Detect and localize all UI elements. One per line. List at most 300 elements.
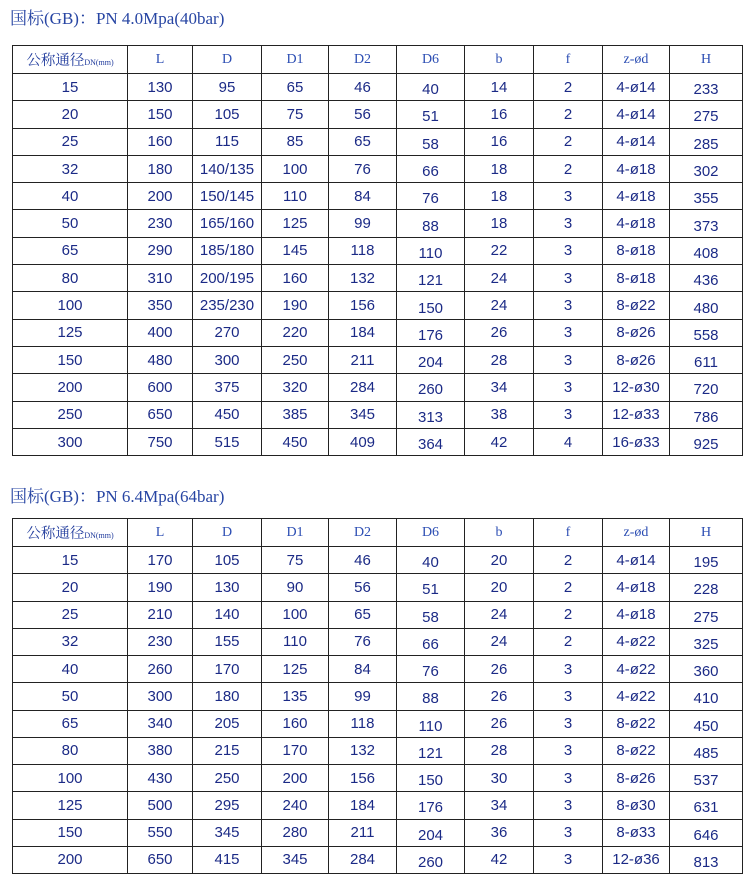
- cell-dn: 200: [13, 374, 128, 401]
- cell-f: 3: [534, 210, 603, 237]
- cell-d: 235/230: [193, 292, 262, 319]
- header-b: b: [465, 519, 534, 547]
- cell-b: 24: [465, 265, 534, 292]
- cell-h: 195: [670, 547, 743, 574]
- cell-d2: 184: [329, 792, 397, 819]
- header-d1: D1: [262, 46, 329, 74]
- cell-d6: 121: [397, 737, 465, 764]
- header-dn-label: 公称通径: [26, 526, 85, 542]
- table-row: [13, 792, 743, 819]
- cell-f: 2: [534, 547, 603, 574]
- cell-d: 115: [193, 128, 262, 155]
- table-row: [13, 737, 743, 764]
- table-row: [13, 319, 743, 346]
- table-row: [13, 237, 743, 264]
- cell-d: 200/195: [193, 265, 262, 292]
- cell-h: 485: [670, 737, 743, 764]
- cell-l: 300: [128, 683, 193, 710]
- header-dn-unit: DN(mm): [84, 58, 114, 67]
- cell-l: 290: [128, 237, 193, 264]
- cell-d6: 88: [397, 683, 465, 710]
- cell-d6: 176: [397, 792, 465, 819]
- cell-d6: 40: [397, 547, 465, 574]
- cell-d1: 85: [262, 128, 329, 155]
- cell-h: 480: [670, 292, 743, 319]
- cell-l: 550: [128, 819, 193, 846]
- table-row: [13, 292, 743, 319]
- cell-dn: 125: [13, 319, 128, 346]
- cell-d: 150/145: [193, 183, 262, 210]
- cell-f: 3: [534, 656, 603, 683]
- cell-l: 160: [128, 128, 193, 155]
- cell-l: 210: [128, 601, 193, 628]
- cell-h: 355: [670, 183, 743, 210]
- cell-d6: 150: [397, 292, 465, 319]
- cell-bolt-holes: 8-ø18: [603, 237, 670, 264]
- cell-bolt-holes: 4-ø22: [603, 683, 670, 710]
- cell-bolt-holes: 4-ø14: [603, 547, 670, 574]
- cell-dn: 150: [13, 819, 128, 846]
- cell-d6: 260: [397, 374, 465, 401]
- table-row: [13, 656, 743, 683]
- header-d: D: [193, 46, 262, 74]
- cell-b: 14: [465, 74, 534, 101]
- table-row: [13, 374, 743, 401]
- cell-dn: 65: [13, 237, 128, 264]
- cell-d2: 132: [329, 265, 397, 292]
- cell-l: 650: [128, 401, 193, 428]
- cell-d1: 145: [262, 237, 329, 264]
- cell-l: 180: [128, 155, 193, 182]
- cell-d1: 170: [262, 737, 329, 764]
- table-row: [13, 128, 743, 155]
- cell-bolt-holes: 4-ø14: [603, 74, 670, 101]
- cell-d6: 88: [397, 210, 465, 237]
- cell-h: 786: [670, 401, 743, 428]
- cell-h: 558: [670, 319, 743, 346]
- cell-d1: 240: [262, 792, 329, 819]
- cell-d2: 156: [329, 292, 397, 319]
- cell-d2: 84: [329, 656, 397, 683]
- cell-d1: 90: [262, 574, 329, 601]
- cell-b: 18: [465, 155, 534, 182]
- cell-b: 24: [465, 292, 534, 319]
- cell-bolt-holes: 4-ø22: [603, 656, 670, 683]
- table-title: 国标(GB)：PN 6.4Mpa(64bar): [10, 487, 225, 506]
- cell-d: 415: [193, 846, 262, 873]
- cell-f: 2: [534, 128, 603, 155]
- cell-d: 170: [193, 656, 262, 683]
- cell-d: 95: [193, 74, 262, 101]
- cell-dn: 100: [13, 765, 128, 792]
- table-row: [13, 74, 743, 101]
- cell-l: 260: [128, 656, 193, 683]
- cell-d6: 76: [397, 183, 465, 210]
- cell-f: 3: [534, 401, 603, 428]
- cell-b: 34: [465, 374, 534, 401]
- cell-h: 646: [670, 819, 743, 846]
- cell-b: 28: [465, 346, 534, 373]
- cell-d: 180: [193, 683, 262, 710]
- cell-d: 140: [193, 601, 262, 628]
- cell-d1: 100: [262, 601, 329, 628]
- table-row: [13, 428, 743, 455]
- header-b: b: [465, 46, 534, 74]
- cell-b: 16: [465, 128, 534, 155]
- cell-f: 3: [534, 374, 603, 401]
- cell-d6: 110: [397, 237, 465, 264]
- cell-bolt-holes: 8-ø33: [603, 819, 670, 846]
- cell-b: 24: [465, 628, 534, 655]
- cell-l: 650: [128, 846, 193, 873]
- cell-dn: 15: [13, 547, 128, 574]
- cell-d6: 58: [397, 601, 465, 628]
- cell-d6: 58: [397, 128, 465, 155]
- cell-b: 34: [465, 792, 534, 819]
- cell-d: 270: [193, 319, 262, 346]
- cell-dn: 20: [13, 101, 128, 128]
- cell-bolt-holes: 8-ø26: [603, 765, 670, 792]
- cell-d1: 320: [262, 374, 329, 401]
- cell-b: 26: [465, 683, 534, 710]
- table-row: [13, 846, 743, 873]
- cell-d: 300: [193, 346, 262, 373]
- cell-h: 631: [670, 792, 743, 819]
- cell-l: 200: [128, 183, 193, 210]
- cell-d2: 118: [329, 237, 397, 264]
- cell-d6: 364: [397, 428, 465, 455]
- table-row: [13, 710, 743, 737]
- cell-bolt-holes: 4-ø18: [603, 574, 670, 601]
- header-f: f: [534, 519, 603, 547]
- cell-bolt-holes: 8-ø22: [603, 737, 670, 764]
- cell-h: 813: [670, 846, 743, 873]
- cell-b: 30: [465, 765, 534, 792]
- cell-d1: 280: [262, 819, 329, 846]
- cell-f: 3: [534, 319, 603, 346]
- cell-dn: 65: [13, 710, 128, 737]
- cell-d: 185/180: [193, 237, 262, 264]
- cell-bolt-holes: 4-ø18: [603, 183, 670, 210]
- table-row: [13, 547, 743, 574]
- cell-dn: 100: [13, 292, 128, 319]
- cell-b: 22: [465, 237, 534, 264]
- header-d6: D6: [397, 46, 465, 74]
- cell-d2: 211: [329, 346, 397, 373]
- cell-d1: 75: [262, 547, 329, 574]
- cell-l: 350: [128, 292, 193, 319]
- cell-bolt-holes: 4-ø18: [603, 155, 670, 182]
- cell-d6: 260: [397, 846, 465, 873]
- cell-d2: 84: [329, 183, 397, 210]
- cell-f: 3: [534, 765, 603, 792]
- cell-d1: 160: [262, 710, 329, 737]
- cell-bolt-holes: 4-ø22: [603, 628, 670, 655]
- cell-d: 515: [193, 428, 262, 455]
- cell-l: 230: [128, 628, 193, 655]
- header-d6: D6: [397, 519, 465, 547]
- table-row: [13, 401, 743, 428]
- cell-d2: 46: [329, 547, 397, 574]
- table-row: [13, 819, 743, 846]
- cell-d6: 204: [397, 819, 465, 846]
- cell-f: 3: [534, 819, 603, 846]
- table-header-row: [13, 519, 743, 547]
- header-d: D: [193, 519, 262, 547]
- header-bolt-holes: z-ød: [603, 519, 670, 547]
- table-row: [13, 601, 743, 628]
- cell-f: 3: [534, 846, 603, 873]
- cell-l: 310: [128, 265, 193, 292]
- header-l: L: [128, 46, 193, 74]
- cell-d2: 345: [329, 401, 397, 428]
- cell-d2: 99: [329, 210, 397, 237]
- table-row: [13, 265, 743, 292]
- cell-dn: 20: [13, 574, 128, 601]
- cell-d2: 56: [329, 574, 397, 601]
- cell-f: 3: [534, 710, 603, 737]
- cell-h: 302: [670, 155, 743, 182]
- cell-h: 537: [670, 765, 743, 792]
- cell-b: 26: [465, 656, 534, 683]
- cell-h: 373: [670, 210, 743, 237]
- cell-bolt-holes: 4-ø18: [603, 210, 670, 237]
- cell-h: 360: [670, 656, 743, 683]
- cell-d1: 125: [262, 210, 329, 237]
- cell-d1: 110: [262, 628, 329, 655]
- cell-d: 105: [193, 547, 262, 574]
- header-h: H: [670, 519, 743, 547]
- cell-f: 2: [534, 574, 603, 601]
- cell-h: 611: [670, 346, 743, 373]
- table-header-row: [13, 46, 743, 74]
- header-dn: [13, 46, 128, 74]
- cell-d2: 211: [329, 819, 397, 846]
- cell-h: 720: [670, 374, 743, 401]
- cell-d1: 220: [262, 319, 329, 346]
- cell-b: 36: [465, 819, 534, 846]
- cell-d6: 40: [397, 74, 465, 101]
- cell-d2: 118: [329, 710, 397, 737]
- cell-dn: 32: [13, 155, 128, 182]
- cell-b: 18: [465, 183, 534, 210]
- cell-d6: 51: [397, 574, 465, 601]
- cell-bolt-holes: 4-ø18: [603, 601, 670, 628]
- cell-l: 380: [128, 737, 193, 764]
- cell-dn: 15: [13, 74, 128, 101]
- cell-d: 375: [193, 374, 262, 401]
- cell-d: 105: [193, 101, 262, 128]
- header-d2: D2: [329, 46, 397, 74]
- cell-b: 24: [465, 601, 534, 628]
- cell-d6: 204: [397, 346, 465, 373]
- cell-d2: 46: [329, 74, 397, 101]
- cell-l: 340: [128, 710, 193, 737]
- cell-bolt-holes: 16-ø33: [603, 428, 670, 455]
- cell-l: 750: [128, 428, 193, 455]
- cell-d: 130: [193, 574, 262, 601]
- cell-f: 2: [534, 101, 603, 128]
- cell-l: 150: [128, 101, 193, 128]
- cell-bolt-holes: 8-ø26: [603, 346, 670, 373]
- cell-d1: 100: [262, 155, 329, 182]
- cell-h: 450: [670, 710, 743, 737]
- cell-bolt-holes: 8-ø22: [603, 710, 670, 737]
- header-l: L: [128, 519, 193, 547]
- cell-d1: 450: [262, 428, 329, 455]
- cell-d1: 125: [262, 656, 329, 683]
- cell-d: 250: [193, 765, 262, 792]
- cell-d: 345: [193, 819, 262, 846]
- cell-l: 190: [128, 574, 193, 601]
- header-d2: D2: [329, 519, 397, 547]
- cell-b: 20: [465, 547, 534, 574]
- table-row: [13, 346, 743, 373]
- cell-d2: 184: [329, 319, 397, 346]
- cell-d6: 66: [397, 155, 465, 182]
- cell-h: 275: [670, 601, 743, 628]
- cell-bolt-holes: 4-ø14: [603, 101, 670, 128]
- cell-f: 3: [534, 346, 603, 373]
- cell-d2: 409: [329, 428, 397, 455]
- cell-f: 2: [534, 74, 603, 101]
- cell-d1: 160: [262, 265, 329, 292]
- cell-l: 230: [128, 210, 193, 237]
- header-f: f: [534, 46, 603, 74]
- cell-l: 500: [128, 792, 193, 819]
- header-bolt-holes: z-ød: [603, 46, 670, 74]
- cell-d2: 99: [329, 683, 397, 710]
- cell-b: 42: [465, 846, 534, 873]
- cell-h: 275: [670, 101, 743, 128]
- table-row: [13, 155, 743, 182]
- cell-f: 3: [534, 683, 603, 710]
- cell-bolt-holes: 12-ø36: [603, 846, 670, 873]
- header-dn: [13, 519, 128, 547]
- cell-dn: 150: [13, 346, 128, 373]
- cell-b: 26: [465, 319, 534, 346]
- cell-b: 16: [465, 101, 534, 128]
- cell-d6: 66: [397, 628, 465, 655]
- cell-h: 228: [670, 574, 743, 601]
- cell-f: 2: [534, 155, 603, 182]
- cell-d2: 76: [329, 628, 397, 655]
- cell-d1: 385: [262, 401, 329, 428]
- cell-l: 600: [128, 374, 193, 401]
- flange-dimension-table: [12, 518, 743, 874]
- cell-d2: 56: [329, 101, 397, 128]
- cell-b: 26: [465, 710, 534, 737]
- cell-h: 325: [670, 628, 743, 655]
- cell-d2: 284: [329, 374, 397, 401]
- cell-l: 130: [128, 74, 193, 101]
- cell-d: 215: [193, 737, 262, 764]
- header-dn-unit: DN(mm): [84, 531, 114, 540]
- cell-d2: 76: [329, 155, 397, 182]
- cell-b: 42: [465, 428, 534, 455]
- cell-dn: 125: [13, 792, 128, 819]
- table-row: [13, 101, 743, 128]
- cell-h: 410: [670, 683, 743, 710]
- cell-dn: 25: [13, 128, 128, 155]
- header-d1: D1: [262, 519, 329, 547]
- cell-dn: 300: [13, 428, 128, 455]
- cell-l: 400: [128, 319, 193, 346]
- cell-d1: 250: [262, 346, 329, 373]
- cell-d: 450: [193, 401, 262, 428]
- table-row: [13, 574, 743, 601]
- cell-dn: 250: [13, 401, 128, 428]
- cell-dn: 50: [13, 210, 128, 237]
- cell-f: 2: [534, 628, 603, 655]
- cell-d: 295: [193, 792, 262, 819]
- cell-d1: 200: [262, 765, 329, 792]
- cell-f: 3: [534, 265, 603, 292]
- cell-dn: 50: [13, 683, 128, 710]
- table-row: [13, 765, 743, 792]
- cell-d6: 110: [397, 710, 465, 737]
- cell-d1: 190: [262, 292, 329, 319]
- cell-d: 155: [193, 628, 262, 655]
- cell-dn: 32: [13, 628, 128, 655]
- cell-dn: 40: [13, 183, 128, 210]
- cell-d1: 65: [262, 74, 329, 101]
- header-dn-label: 公称通径: [26, 53, 85, 69]
- table-row: [13, 210, 743, 237]
- cell-f: 3: [534, 237, 603, 264]
- cell-d2: 65: [329, 601, 397, 628]
- cell-d: 165/160: [193, 210, 262, 237]
- cell-dn: 25: [13, 601, 128, 628]
- cell-d2: 65: [329, 128, 397, 155]
- cell-h: 408: [670, 237, 743, 264]
- cell-d6: 313: [397, 401, 465, 428]
- cell-h: 233: [670, 74, 743, 101]
- cell-b: 28: [465, 737, 534, 764]
- cell-b: 38: [465, 401, 534, 428]
- table-row: [13, 683, 743, 710]
- cell-d6: 121: [397, 265, 465, 292]
- cell-d1: 75: [262, 101, 329, 128]
- cell-dn: 80: [13, 265, 128, 292]
- cell-bolt-holes: 8-ø22: [603, 292, 670, 319]
- cell-f: 3: [534, 737, 603, 764]
- cell-bolt-holes: 8-ø18: [603, 265, 670, 292]
- cell-d2: 284: [329, 846, 397, 873]
- cell-dn: 80: [13, 737, 128, 764]
- cell-b: 18: [465, 210, 534, 237]
- cell-l: 480: [128, 346, 193, 373]
- cell-d2: 156: [329, 765, 397, 792]
- cell-f: 2: [534, 601, 603, 628]
- cell-f: 3: [534, 183, 603, 210]
- cell-d1: 110: [262, 183, 329, 210]
- cell-d2: 132: [329, 737, 397, 764]
- cell-d6: 76: [397, 656, 465, 683]
- table-row: [13, 183, 743, 210]
- flange-dimension-table: [12, 45, 743, 456]
- table-title: 国标(GB)：PN 4.0Mpa(40bar): [10, 9, 225, 28]
- header-h: H: [670, 46, 743, 74]
- cell-bolt-holes: 8-ø30: [603, 792, 670, 819]
- cell-bolt-holes: 12-ø30: [603, 374, 670, 401]
- cell-b: 20: [465, 574, 534, 601]
- cell-h: 436: [670, 265, 743, 292]
- cell-l: 170: [128, 547, 193, 574]
- cell-l: 430: [128, 765, 193, 792]
- cell-f: 3: [534, 792, 603, 819]
- cell-d: 140/135: [193, 155, 262, 182]
